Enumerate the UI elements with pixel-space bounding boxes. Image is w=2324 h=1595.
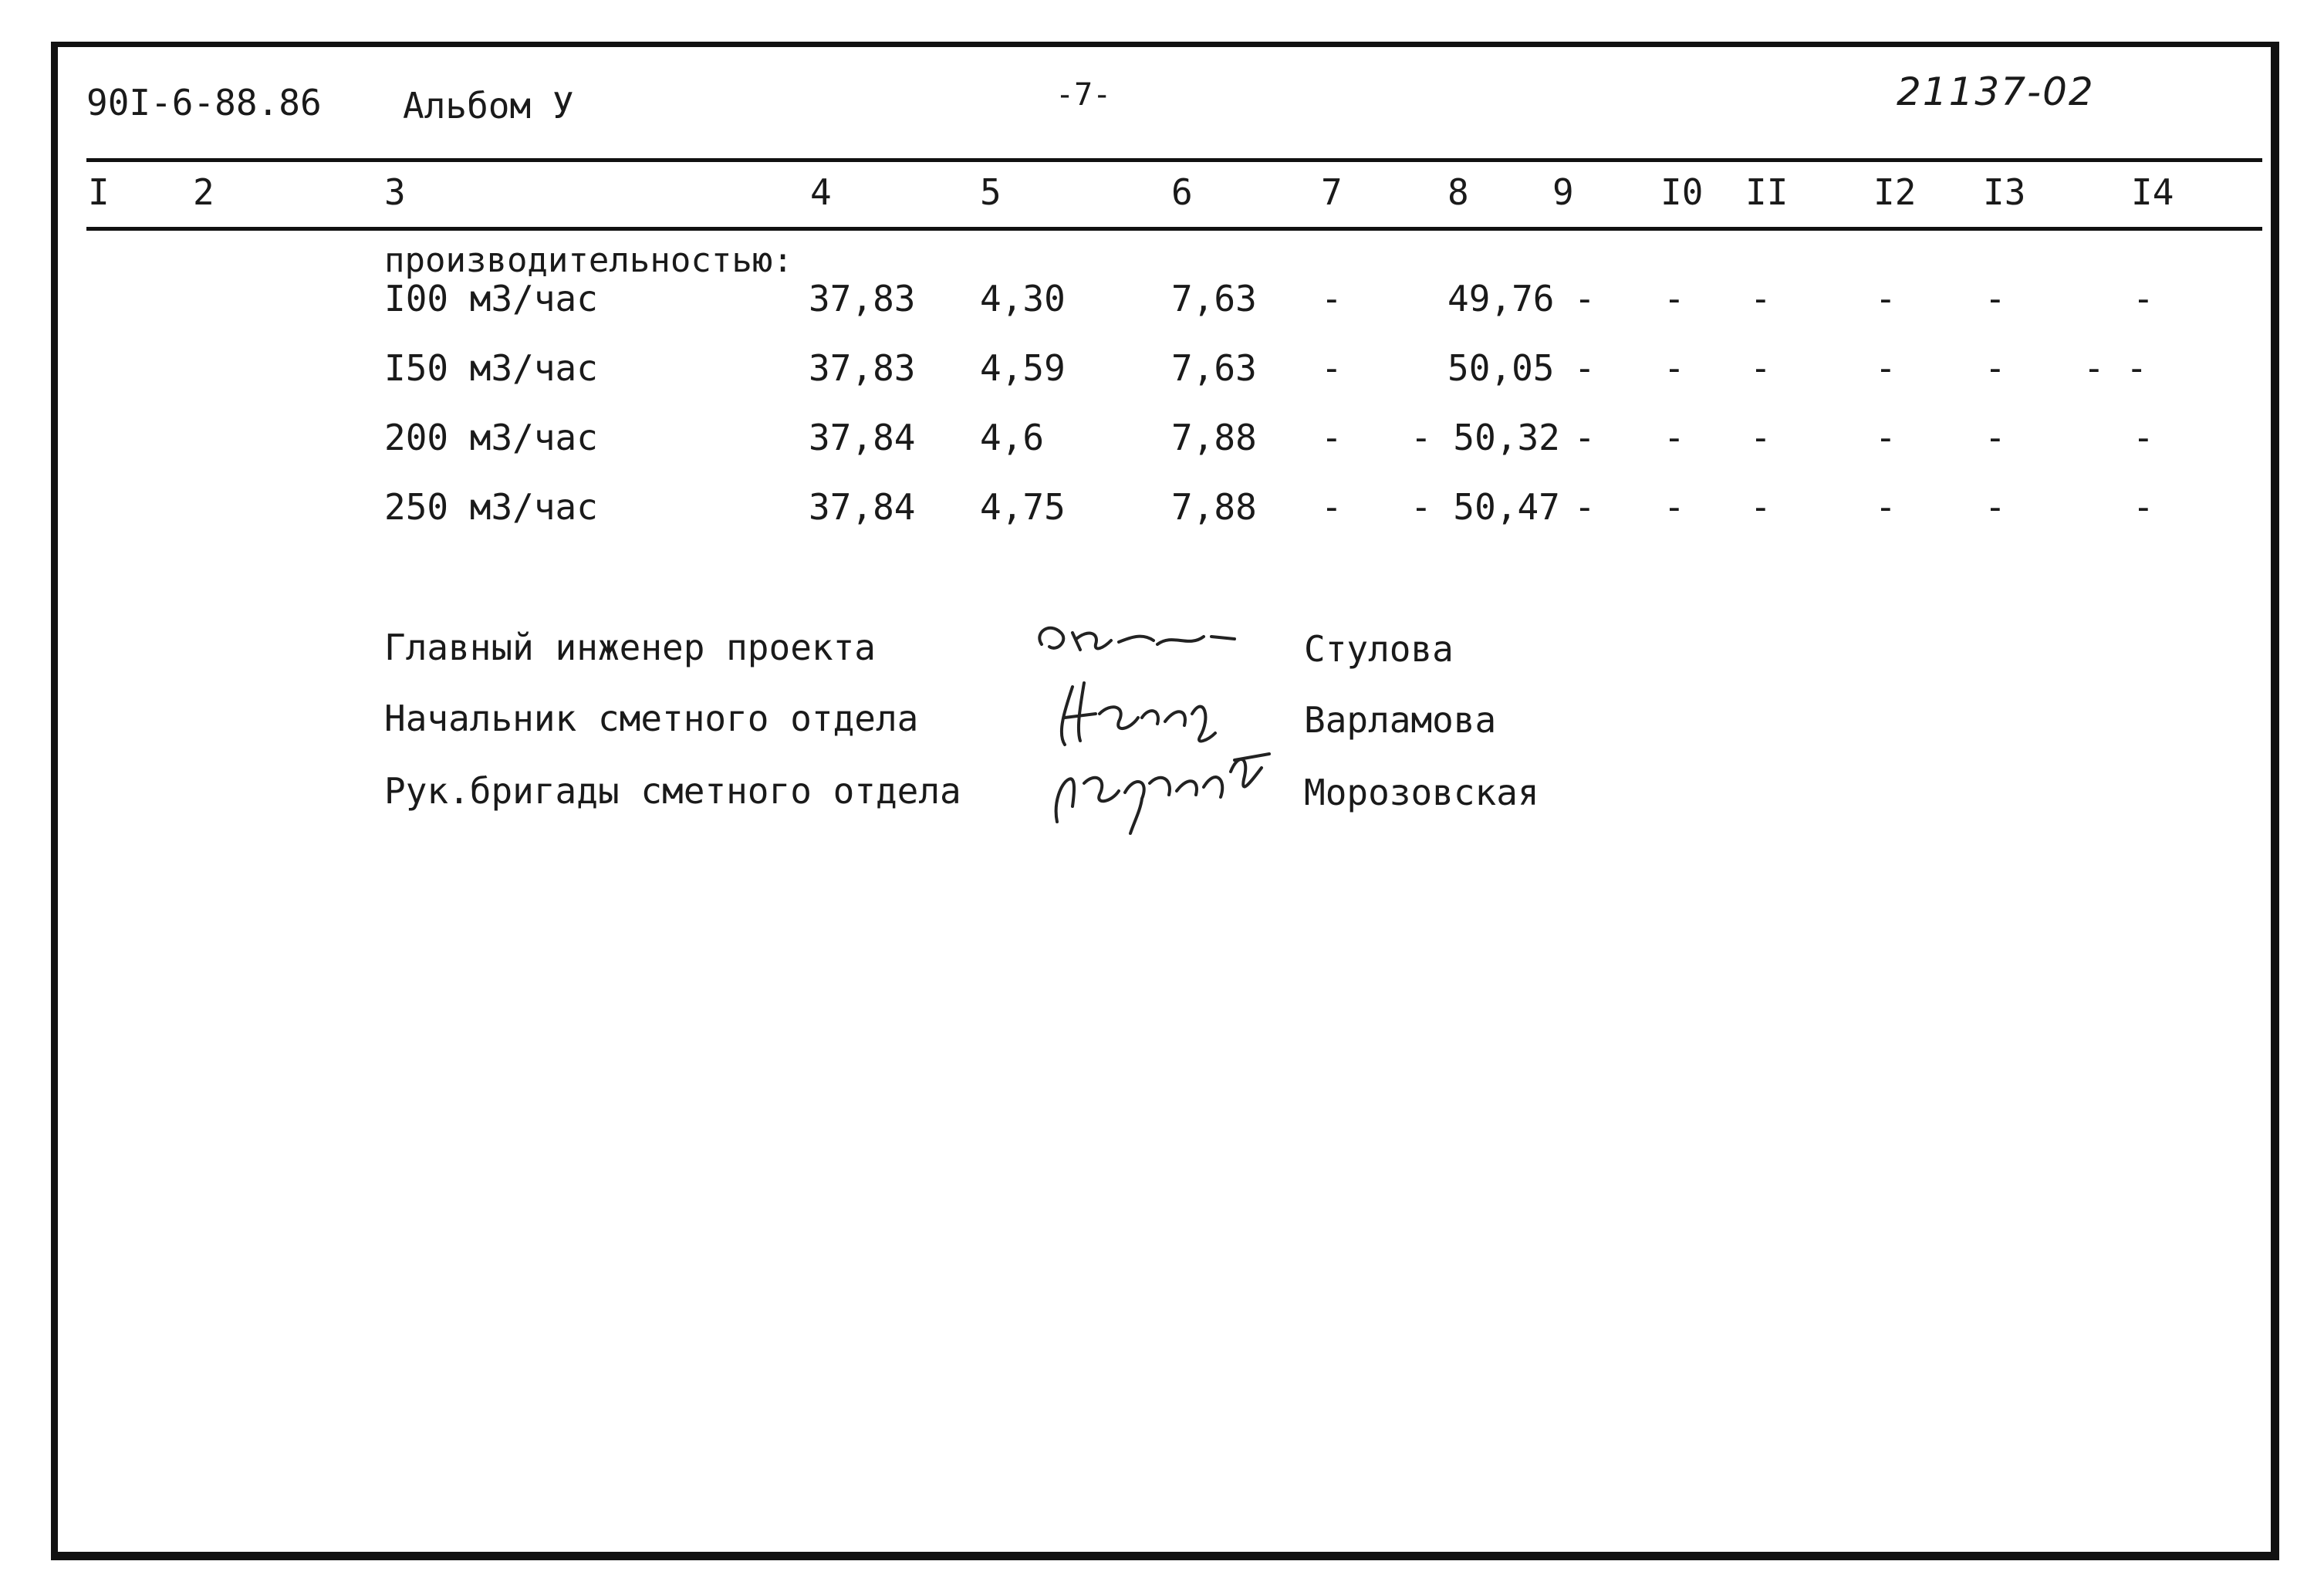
album-label: Альбом У (403, 85, 574, 127)
col-header-2: 2 (193, 171, 214, 213)
col-header-1: I (88, 171, 110, 213)
row2-c11: - (1750, 347, 1772, 389)
row1-c5: 4,30 (980, 278, 1066, 319)
row4-c12: - (1875, 486, 1897, 528)
row2-c7: - (1321, 347, 1343, 389)
col-header-14: I4 (2131, 171, 2174, 213)
row3-c3: 200 м3/час (384, 417, 598, 458)
row1-c10: - (1664, 278, 1685, 319)
row2-c9: - (1574, 347, 1596, 389)
table-heading: производительностью: (384, 241, 793, 280)
row1-c13: - (1985, 278, 2006, 319)
row4-c4: 37,84 (809, 486, 916, 528)
col-header-9: 9 (1552, 171, 1574, 213)
signature-role-3: Рук.бригады сметного отдела (384, 770, 961, 812)
header-rule-top (86, 158, 2262, 162)
row3-c7: - (1321, 417, 1343, 458)
row3-c12: - (1875, 417, 1897, 458)
col-header-5: 5 (980, 171, 1002, 213)
row3-c6: 7,88 (1171, 417, 1257, 458)
row4-c5: 4,75 (980, 486, 1066, 528)
row3-c14: - (2133, 417, 2154, 458)
row2-c5: 4,59 (980, 347, 1066, 389)
row2-c13: - (1985, 347, 2006, 389)
signature-name-2: Варламова (1304, 699, 1497, 741)
row3-c13: - (1985, 417, 2006, 458)
col-header-3: 3 (384, 171, 406, 213)
col-header-11: II (1745, 171, 1789, 213)
row2-c8: 50,05 (1447, 347, 1555, 389)
row4-c10: - (1664, 486, 1685, 528)
row2-c14: - - (2083, 347, 2148, 389)
row4-c9: - (1574, 486, 1596, 528)
signature-role-1: Главный инженер проекта (384, 627, 876, 668)
header-rule-bottom (86, 227, 2262, 231)
row2-c6: 7,63 (1171, 347, 1257, 389)
row1-c11: - (1750, 278, 1772, 319)
row1-c8: 49,76 (1447, 278, 1555, 319)
row4-c6: 7,88 (1171, 486, 1257, 528)
row3-c4: 37,84 (809, 417, 916, 458)
row1-c6: 7,63 (1171, 278, 1257, 319)
row3-c9: - (1574, 417, 1596, 458)
col-header-4: 4 (810, 171, 832, 213)
row4-c3: 250 м3/час (384, 486, 598, 528)
col-header-12: I2 (1873, 171, 1917, 213)
handwritten-signature-1 (1026, 610, 1258, 671)
page-number: -7- (1056, 77, 1112, 113)
signature-role-2: Начальник сметного отдела (384, 698, 919, 739)
row1-c3: I00 м3/час (384, 278, 598, 319)
row1-c7: - (1321, 278, 1343, 319)
row2-c4: 37,83 (809, 347, 916, 389)
row4-c13: - (1985, 486, 2006, 528)
document-number: 21137-02 (1897, 69, 2095, 114)
row4-c14: - (2133, 486, 2154, 528)
row3-c8: - 50,32 (1410, 417, 1560, 458)
row3-c5: 4,6 (980, 417, 1045, 458)
col-header-7: 7 (1321, 171, 1343, 213)
row4-c7: - (1321, 486, 1343, 528)
signature-name-1: Стулова (1304, 628, 1454, 670)
col-header-8: 8 (1447, 171, 1469, 213)
handwritten-signature-3 (1042, 737, 1296, 837)
row2-c3: I50 м3/час (384, 347, 598, 389)
document-code: 90I-6-88.86 (86, 82, 322, 123)
row1-c14: - (2133, 278, 2154, 319)
col-header-10: I0 (1660, 171, 1704, 213)
row1-c4: 37,83 (809, 278, 916, 319)
row1-c9: - (1574, 278, 1596, 319)
col-header-13: I3 (1983, 171, 2026, 213)
row1-c12: - (1875, 278, 1897, 319)
row4-c11: - (1750, 486, 1772, 528)
row2-c12: - (1875, 347, 1897, 389)
row3-c10: - (1664, 417, 1685, 458)
row2-c10: - (1664, 347, 1685, 389)
row3-c11: - (1750, 417, 1772, 458)
row4-c8: - 50,47 (1410, 486, 1560, 528)
signature-name-3: Морозовская (1304, 772, 1539, 813)
col-header-6: 6 (1171, 171, 1193, 213)
